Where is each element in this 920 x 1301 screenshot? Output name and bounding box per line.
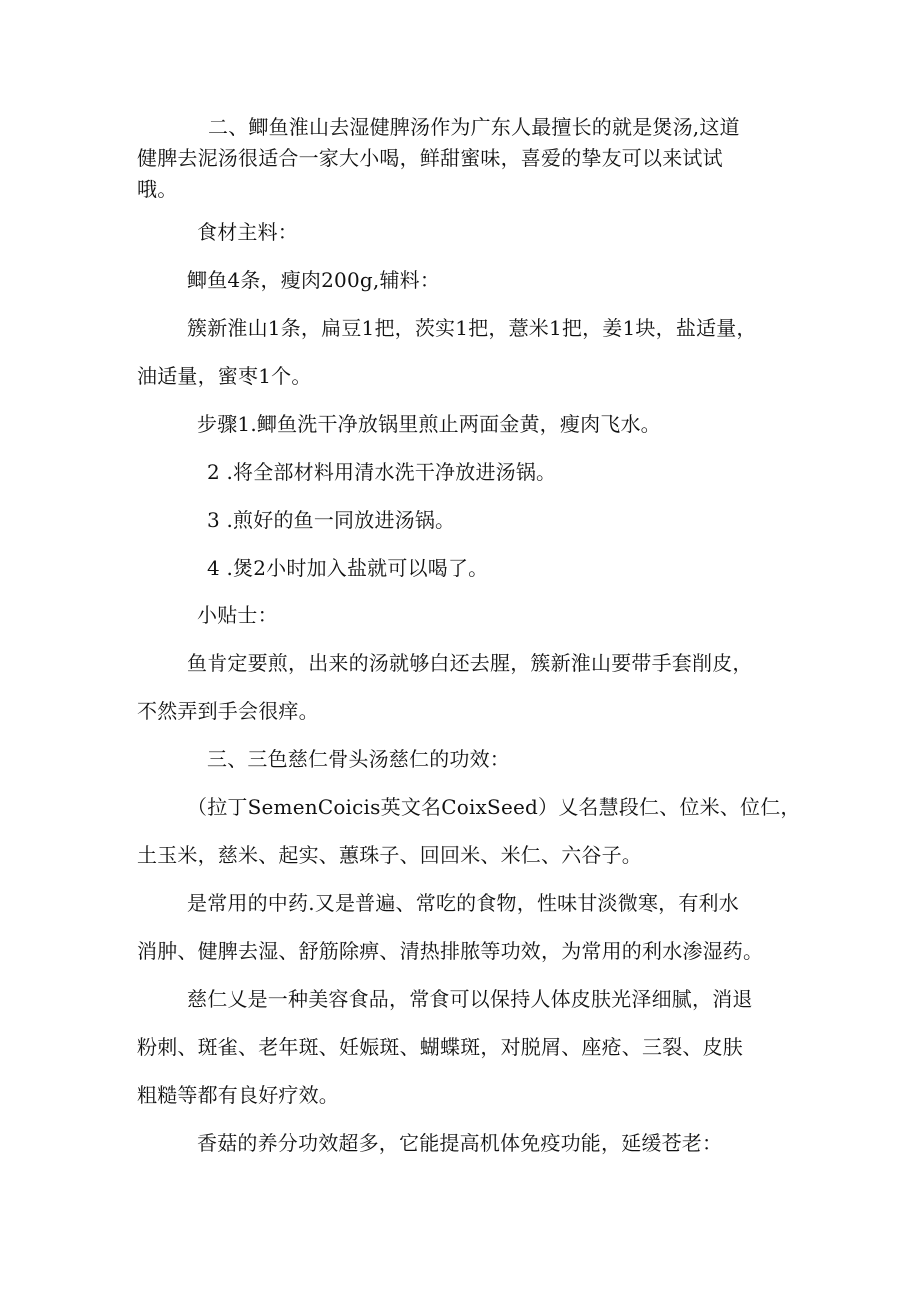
paragraph-line: 鲫鱼4条，瘦肉200g,辅料： (187, 268, 441, 292)
paragraph-line: 慈仁乂是一种美容食品，常食可以保持人体皮肤光泽细腻，消退 (187, 987, 753, 1011)
paragraph-line: 健脾去泥汤很适合一家大小喝，鲜甜蜜味，喜爱的挚友可以来试试 (137, 146, 723, 170)
paragraph-line: 粗糙等都有良好疗效。 (137, 1083, 339, 1107)
paragraph-line: 香菇的养分功效超多，它能提高机体免疫功能，延缓苍老： (197, 1131, 723, 1155)
paragraph-line: 油适量，蜜枣1个。 (137, 364, 312, 388)
paragraph-line: 粉刺、斑雀、老年斑、妊娠斑、蝴蝶斑，对脱屑、座疮、三裂、皮肤 (137, 1035, 743, 1059)
paragraph-line: （拉丁SemenCoicis英文名CoixSeed）乂名慧段仁、位米、位仁， (187, 795, 801, 819)
paragraph-line: 不然弄到手会很痒。 (137, 699, 319, 723)
paragraph-line: 是常用的中药.又是普遍、常吃的食物，性味甘淡微寒，有利水 (187, 891, 739, 915)
section-label: 小贴士： (197, 603, 278, 627)
paragraph-line: 消肿、健脾去湿、舒筋除痹、清热排脓等功效，为常用的利水渗湿药。 (137, 939, 764, 963)
step-line: 3 .煎好的鱼一同放进汤锅。 (207, 508, 456, 532)
step-line: 4 .煲2小时加入盐就可以喝了。 (207, 556, 489, 580)
paragraph-line: 鱼肯定要煎，出来的汤就够白还去腥，簇新淮山要带手套削皮， (187, 651, 753, 675)
paragraph-line: 土玉米，慈米、起实、蕙珠子、回回米、米仁、六谷子。 (137, 843, 642, 867)
step-line: 步骤1.鲫鱼洗干净放锅里煎止两面金黄，瘦肉飞水。 (197, 412, 661, 436)
paragraph-line: 哦。 (137, 177, 178, 201)
paragraph-line: 二、鲫鱼淮山去湿健脾汤作为广东人最擅长的就是煲汤,这道 (208, 115, 740, 139)
step-line: 2 .将全部材料用清水洗干净放进汤锅。 (207, 460, 557, 484)
section-heading: 三、三色慈仁骨头汤慈仁的功效： (207, 747, 510, 771)
paragraph-line: 簇新淮山1条，扁豆1把，茨实1把，薏米1把，姜1块，盐适量， (187, 316, 757, 340)
section-label: 食材主料： (197, 220, 298, 244)
